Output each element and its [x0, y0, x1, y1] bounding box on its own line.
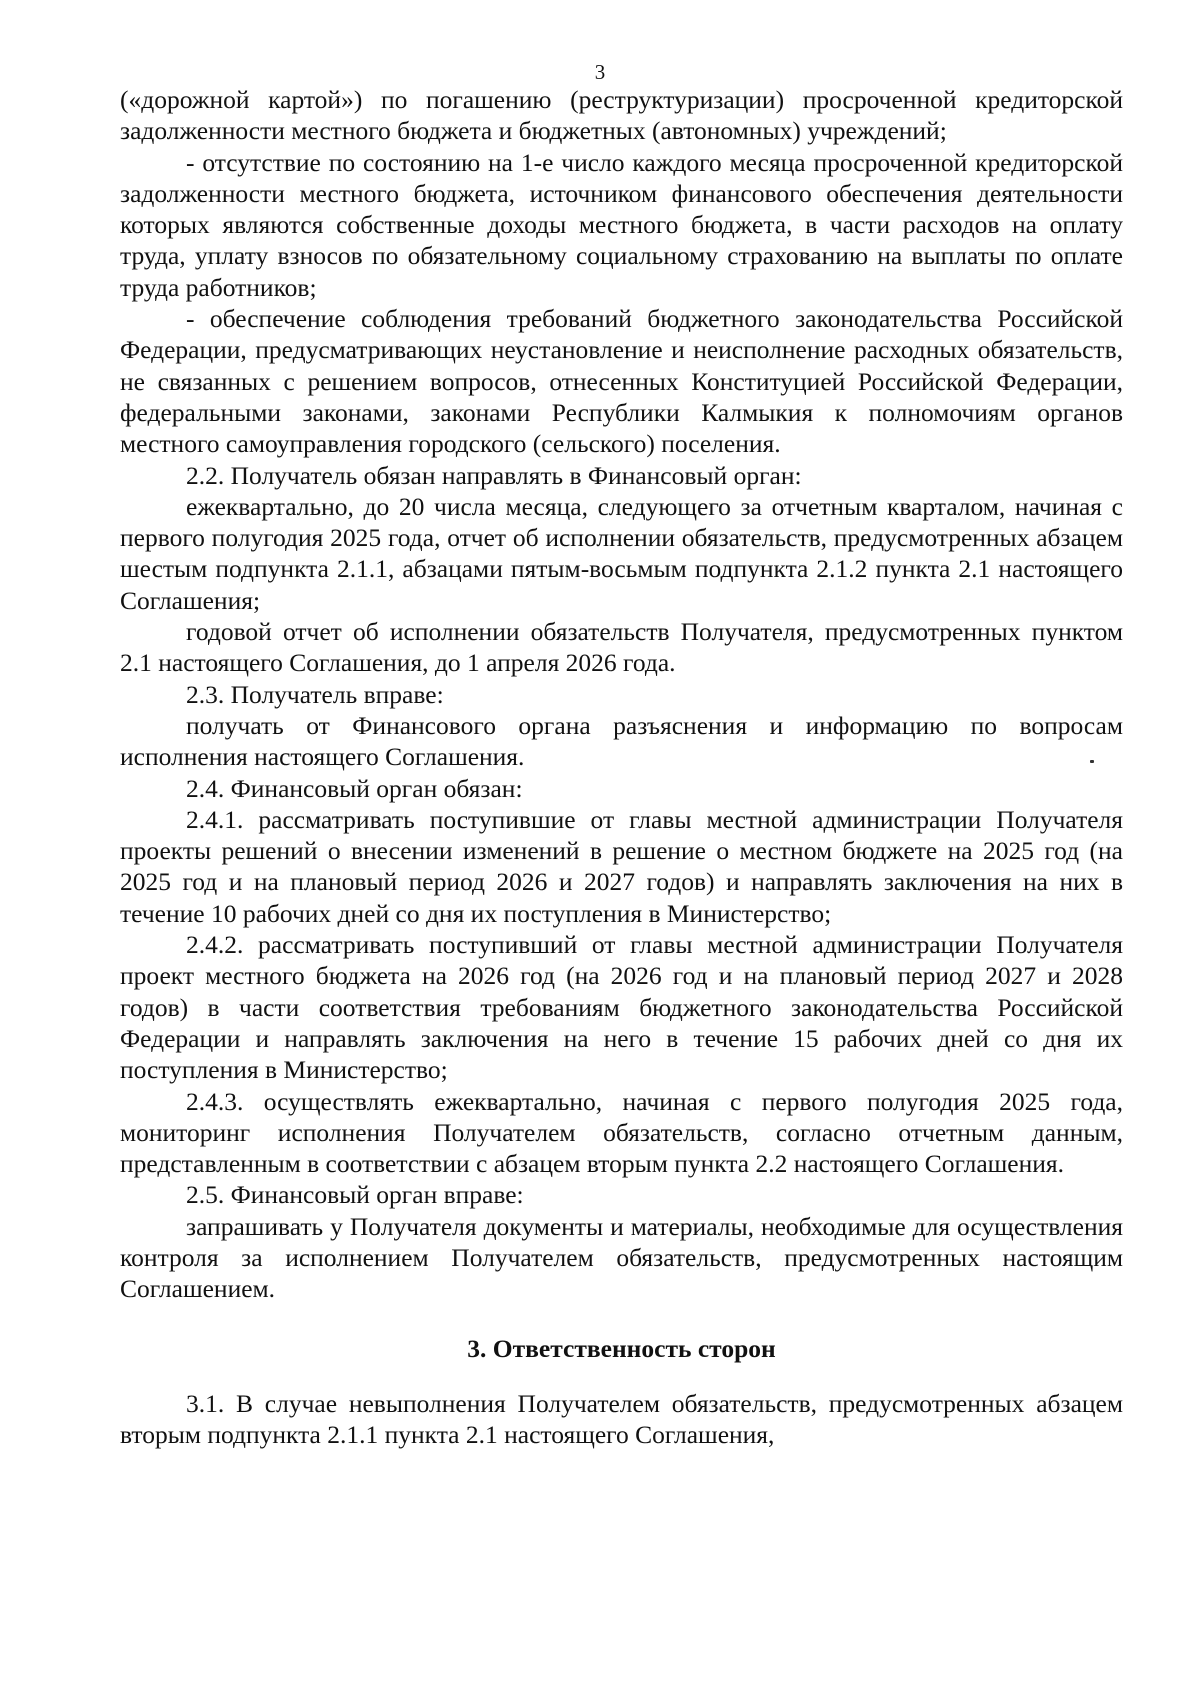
- paragraph: 2.4.1. рассматривать поступившие от главы местной администрации Получателя проекты решений о внесении изменений в решение о местном бюджете на 2025 год (на 2025 год и на плановый период 2026 и 2027 годов) и направлять заключения на них в течение 10 рабочих дней со дня их поступления в Министерство;: [120, 804, 1123, 928]
- paragraph: 2.4.3. осуществлять ежеквартально, начиная с первого полугодия 2025 года, мониторинг исполнения Получателем обязательств, согласно отчетным данным, представленным в соответствии с абзацем вторым пункта 2.2 настоящего Соглашения.: [120, 1086, 1123, 1179]
- paragraph: годовой отчет об исполнении обязательств Получателя, предусмотренных пунктом 2.1 настоящего Соглашения, до 1 апреля 2026 года.: [120, 617, 1123, 678]
- scan-speck: [1090, 760, 1094, 763]
- paragraph: 3.1. В случае невыполнения Получателем обязательств, предусмотренных абзацем вторым подпункта 2.1.1 пункта 2.1 настоящего Соглашения,: [120, 1388, 1123, 1450]
- section-heading: 3. Ответственность сторон: [467, 1333, 776, 1363]
- paragraph: - обеспечение соблюдения требований бюджетного законодательства Российской Федерации, предусматривающих неустановление и неисполнение расходных обязательств, не связанных с решением вопросов, отнесенных Конституцией Российской Федерации, федеральными законами, законами Республики Калмыкия к полномочиям органов местного самоуправления городского (сельского) поселения.: [120, 304, 1123, 459]
- paragraph: 2.4. Финансовый орган обязан:: [186, 773, 523, 803]
- paragraph: 2.4.2. рассматривать поступивший от главы местной администрации Получателя проект местного бюджета на 2026 год (на 2026 год и на плановый период 2027 и 2028 годов) в части соответствия требованиям бюджетного законодательства Российской Федерации и направлять заключения на него в течение 15 рабочих дней со дня их поступления в Министерство;: [120, 930, 1123, 1085]
- page-number: 3: [594, 60, 606, 84]
- paragraph: 2.3. Получатель вправе:: [186, 679, 444, 709]
- paragraph: («дорожной картой») по погашению (реструктуризации) просроченной кредиторской задолженности местного бюджета и бюджетных (автономных) учреждений;: [120, 85, 1123, 146]
- paragraph: запрашивать у Получателя документы и материалы, необходимые для осуществления контроля за исполнением Получателем обязательств, предусмотренных настоящим Соглашением.: [120, 1211, 1123, 1304]
- paragraph: - отсутствие по состоянию на 1-е число каждого месяца просроченной кредиторской задолженности местного бюджета, источником финансового обеспечения деятельности которых являются собственные доходы местного бюджета, в части расходов на оплату труда, уплату взносов по обязательному социальному страхованию на выплаты по оплате труда работников;: [120, 147, 1123, 302]
- document-body: [120, 84, 1123, 1450]
- paragraph: 2.5. Финансовый орган вправе:: [186, 1180, 524, 1210]
- paragraph: 2.2. Получатель обязан направлять в Финансовый орган:: [186, 460, 802, 490]
- paragraph: ежеквартально, до 20 числа месяца, следующего за отчетным кварталом, начиная с первого полугодия 2025 года, отчет об исполнении обязательств, предусмотренных абзацем шестым подпункта 2.1.1, абзацами пятым-восьмым подпункта 2.1.2 пункта 2.1 настоящего Соглашения;: [120, 491, 1123, 615]
- paragraph: получать от Финансового органа разъяснения и информацию по вопросам исполнения настоящего Соглашения.: [120, 710, 1123, 772]
